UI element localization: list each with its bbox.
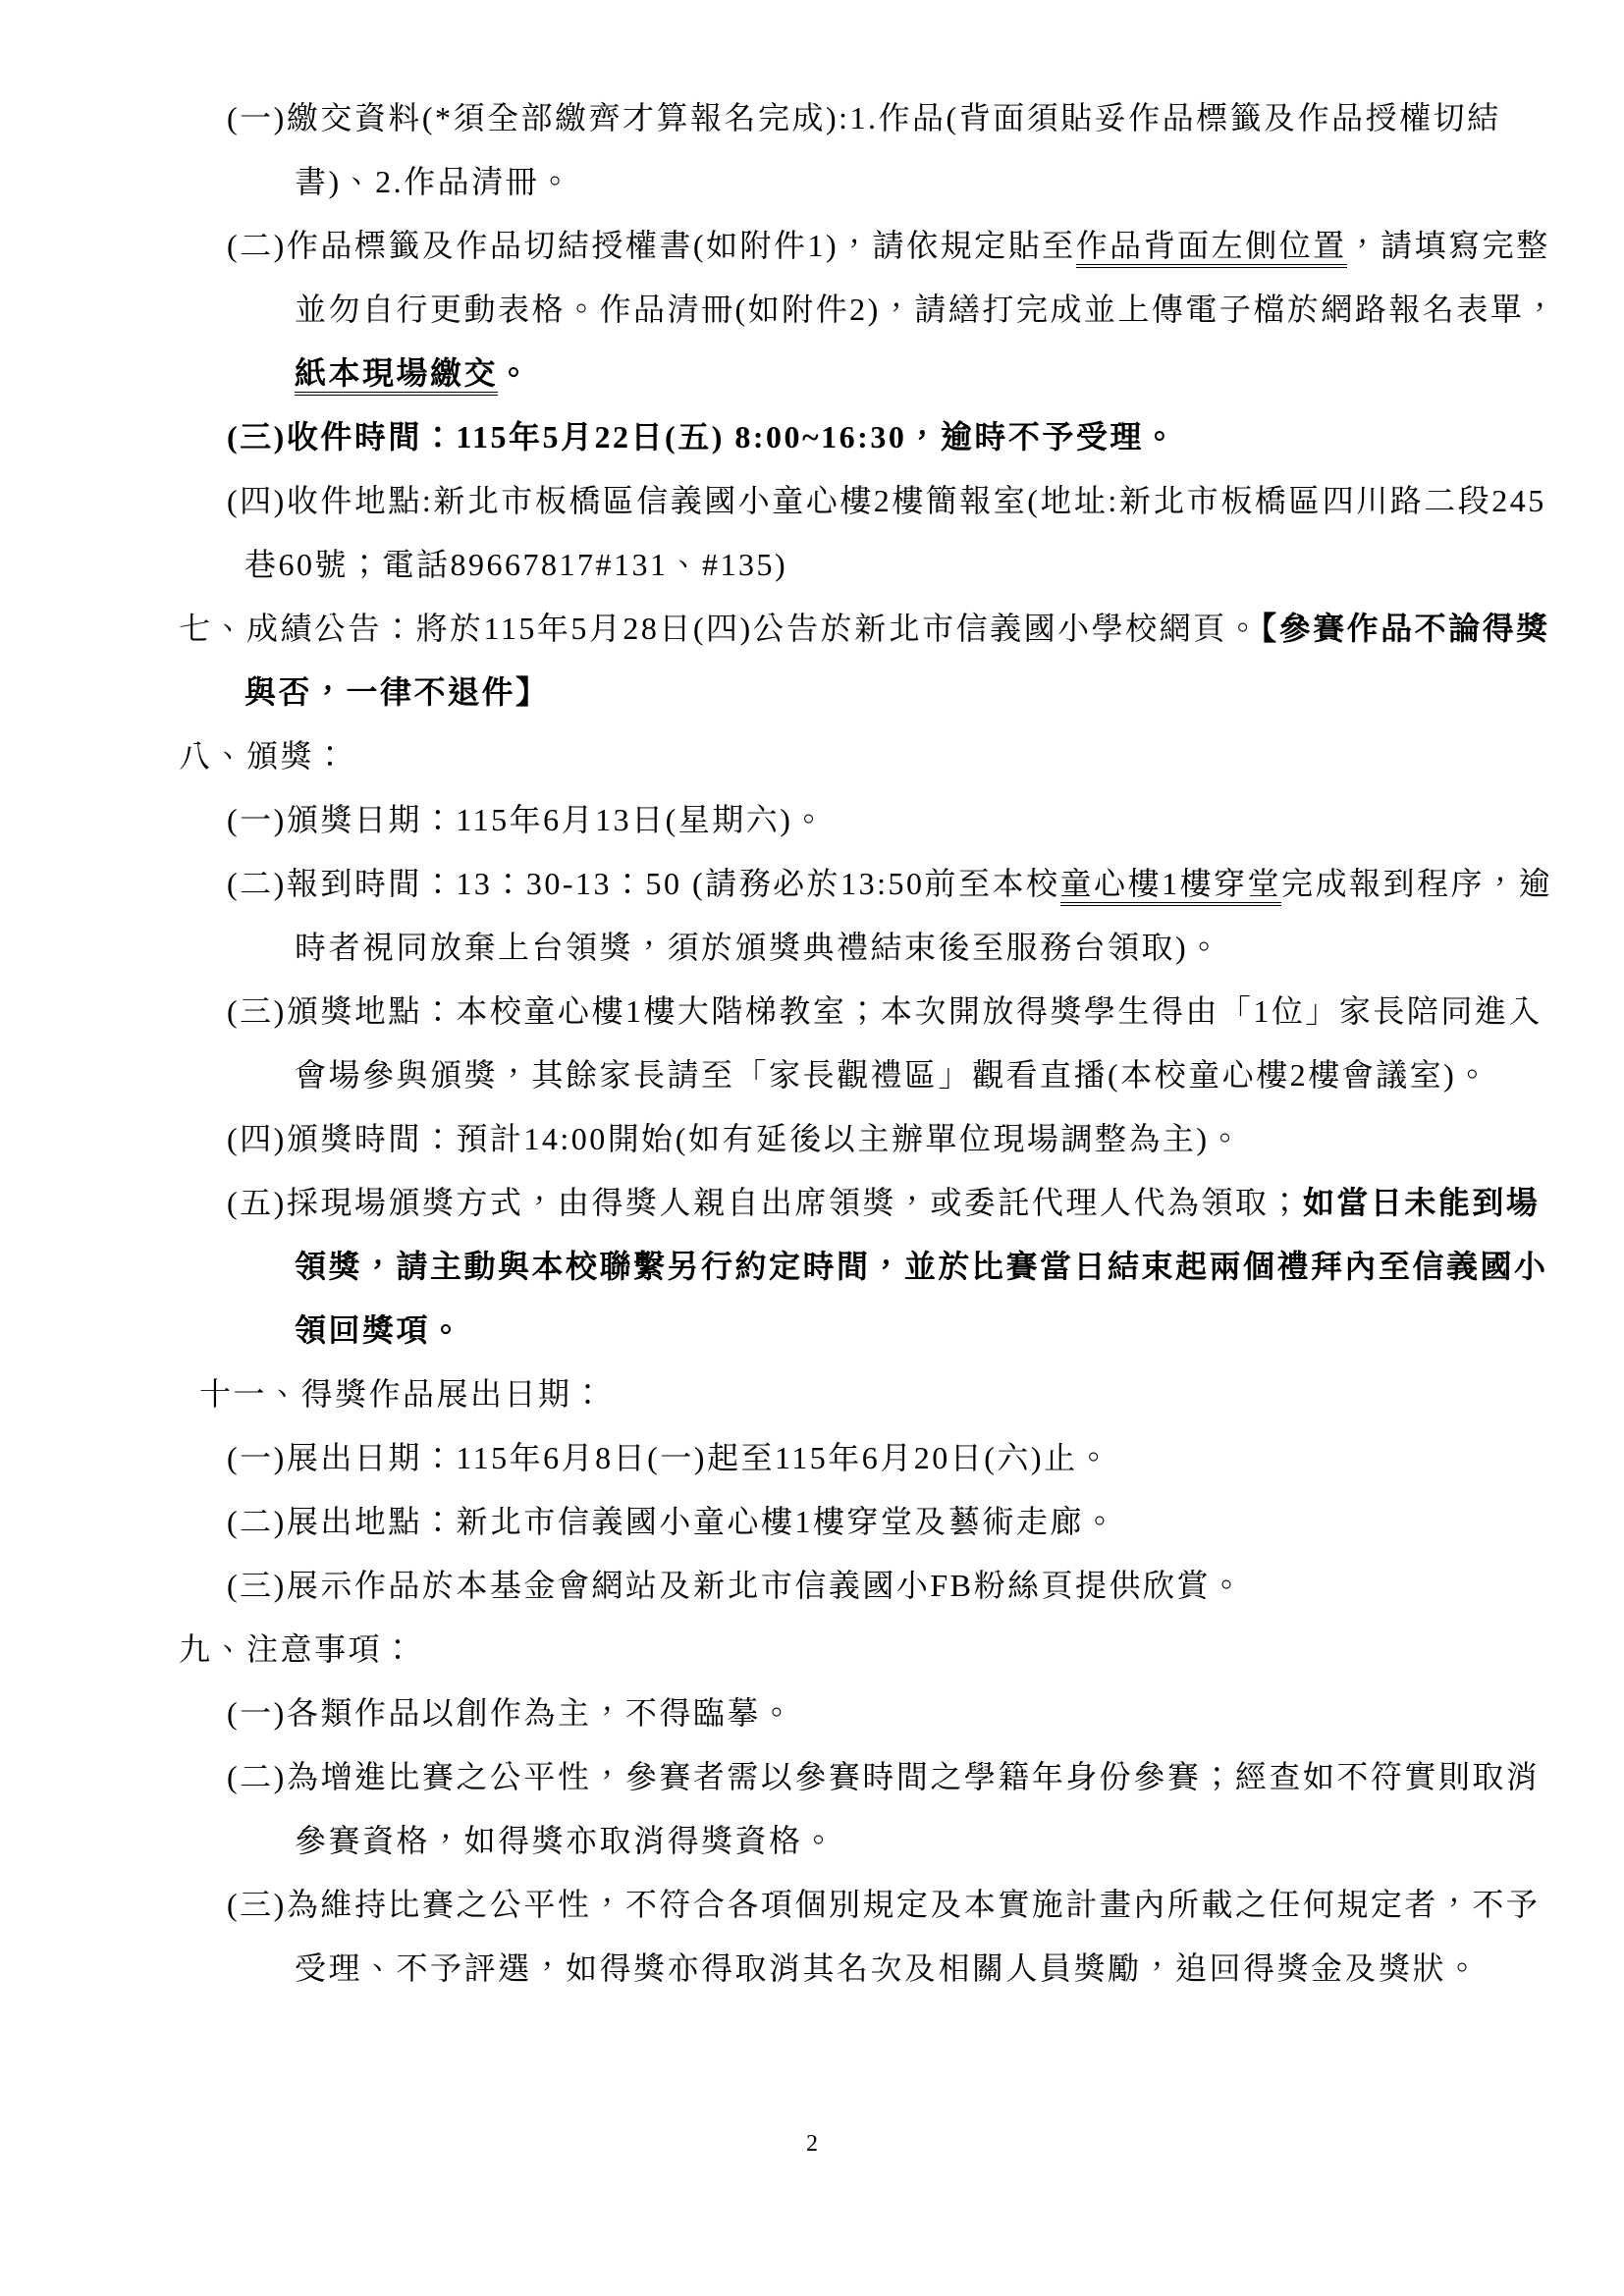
text-segment: 十一、得獎作品展出日期： [199,1376,607,1412]
text-segment: (三)頒獎地點：本校童心樓1樓大階梯教室；本次開放得獎學生得由「1位」家長陪同進入 [227,993,1543,1029]
document-line [0,724,1624,788]
text-segment: 會場參與頒獎，其餘家長請至「家長觀禮區」觀看直播(本校童心樓2樓會議室)。 [295,1057,1490,1093]
text-segment: (四)頒獎時間：預計14:00開始(如有延後以主辦單位現場調整為主)。 [227,1121,1244,1156]
document-line [0,1362,1624,1426]
text-segment: (一)展出日期：115年6月8日(一)起至115年6月20日(六)止。 [227,1440,1112,1475]
text-segment: 童心樓1樓穿堂 [1060,866,1282,906]
text-segment: 時者視同放棄上台領獎，須於頒獎典禮結束後至服務台領取)。 [295,930,1222,965]
text-segment: 巷60號；電話89667817#131、#135) [244,547,788,582]
document-line [0,1171,1624,1235]
text-segment: 【參賽作品不論得獎 [1261,611,1550,646]
document-line [0,214,1624,278]
text-segment: (五)採現場頒獎方式，由得獎人親自出席領獎，或委託代理人代為領取； [227,1185,1303,1220]
document-line [0,661,1624,724]
document-line [0,1107,1624,1171]
document-line [0,852,1624,916]
text-segment: 參賽資格，如得獎亦取消得獎資格。 [295,1823,838,1858]
text-segment: ，請填寫完整 [1346,228,1550,263]
text-segment: 領回獎項。 [295,1312,464,1348]
document-line [0,342,1624,405]
document-line [0,1745,1624,1809]
text-segment: (三)為維持比賽之公平性，不符合各項個別規定及本實施計畫內所載之任何規定者，不予 [227,1887,1541,1922]
document-line [0,1043,1624,1107]
document-line [0,1937,1624,2001]
document-line [0,788,1624,852]
document-line [0,469,1624,533]
document-line [0,1809,1624,1873]
text-segment: 。 [498,355,532,391]
document-line [0,1618,1624,1682]
document-line [0,1426,1624,1490]
document-line [0,533,1624,597]
document-line [0,150,1624,214]
text-segment: (一)頒獎日期：115年6月13日(星期六)。 [227,802,827,837]
document-line [0,86,1624,150]
text-segment: (二)為增進比賽之公平性，參賽者需以參賽時間之學籍年身份參賽；經查如不符實則取消 [227,1759,1541,1794]
text-segment: 九、注意事項： [179,1631,416,1667]
text-segment: (二)報到時間：13：30-13：50 (請務必於13:50前至本校 [227,866,1060,901]
text-segment: 受理、不予評選，如得獎亦得取消其名次及相關人員獎勵，追回得獎金及獎狀。 [295,1950,1481,1986]
document-line [0,597,1624,661]
document-line [0,1299,1624,1362]
document-line [0,916,1624,980]
page-number: 2 [806,2131,818,2157]
document-line [0,278,1624,342]
text-segment: 與否，一律不退件】 [244,674,550,710]
text-segment: (三)收件時間：115年5月22日(五) 8:00~16:30，逾時不予受理。 [227,419,1178,454]
document-line [0,1490,1624,1554]
document-line [0,1554,1624,1618]
text-segment: 紙本現場繳交 [295,355,498,396]
document-line [0,1682,1624,1745]
text-segment: (一)繳交資料(*須全部繳齊才算報名完成):1.作品(背面須貼妥作品標籤及作品授權切結 [227,100,1501,135]
text-segment: 七、成績公告：將於115年5月28日(四)公告於新北市信義國小學校網頁。 [179,611,1262,646]
text-segment: 書)、2.作品清冊。 [295,164,573,199]
text-segment: 並勿自行更動表格。作品清冊(如附件2)，請繕打完成並上傳電子檔於網路報名表單， [295,292,1558,327]
document-line [0,980,1624,1043]
text-segment: 八、頒獎： [179,738,349,774]
text-segment: (三)展示作品於本基金會網站及新北市信義國小FB粉絲頁提供欣賞。 [227,1568,1245,1603]
text-segment: (四)收件地點:新北市板橋區信義國小童心樓2樓簡報室(地址:新北市板橋區四川路二段245 [227,483,1546,518]
text-segment: (二)展出地點：新北市信義國小童心樓1樓穿堂及藝術走廊。 [227,1504,1118,1539]
text-segment: 完成報到程序，逾 [1281,866,1553,901]
document-line [0,405,1624,469]
text-segment: (一)各類作品以創作為主，不得臨摹。 [227,1695,795,1731]
text-segment: (二)作品標籤及作品切結授權書(如附件1)，請依規定貼至 [227,228,1076,263]
text-segment: 領獎，請主動與本校聯繫另行約定時間，並於比賽當日結束起兩個禮拜內至信義國小 [295,1249,1548,1284]
text-segment: 如當日未能到場 [1302,1185,1541,1220]
text-segment: 作品背面左側位置 [1076,228,1347,268]
document-line [0,1873,1624,1937]
document-line [0,1235,1624,1299]
